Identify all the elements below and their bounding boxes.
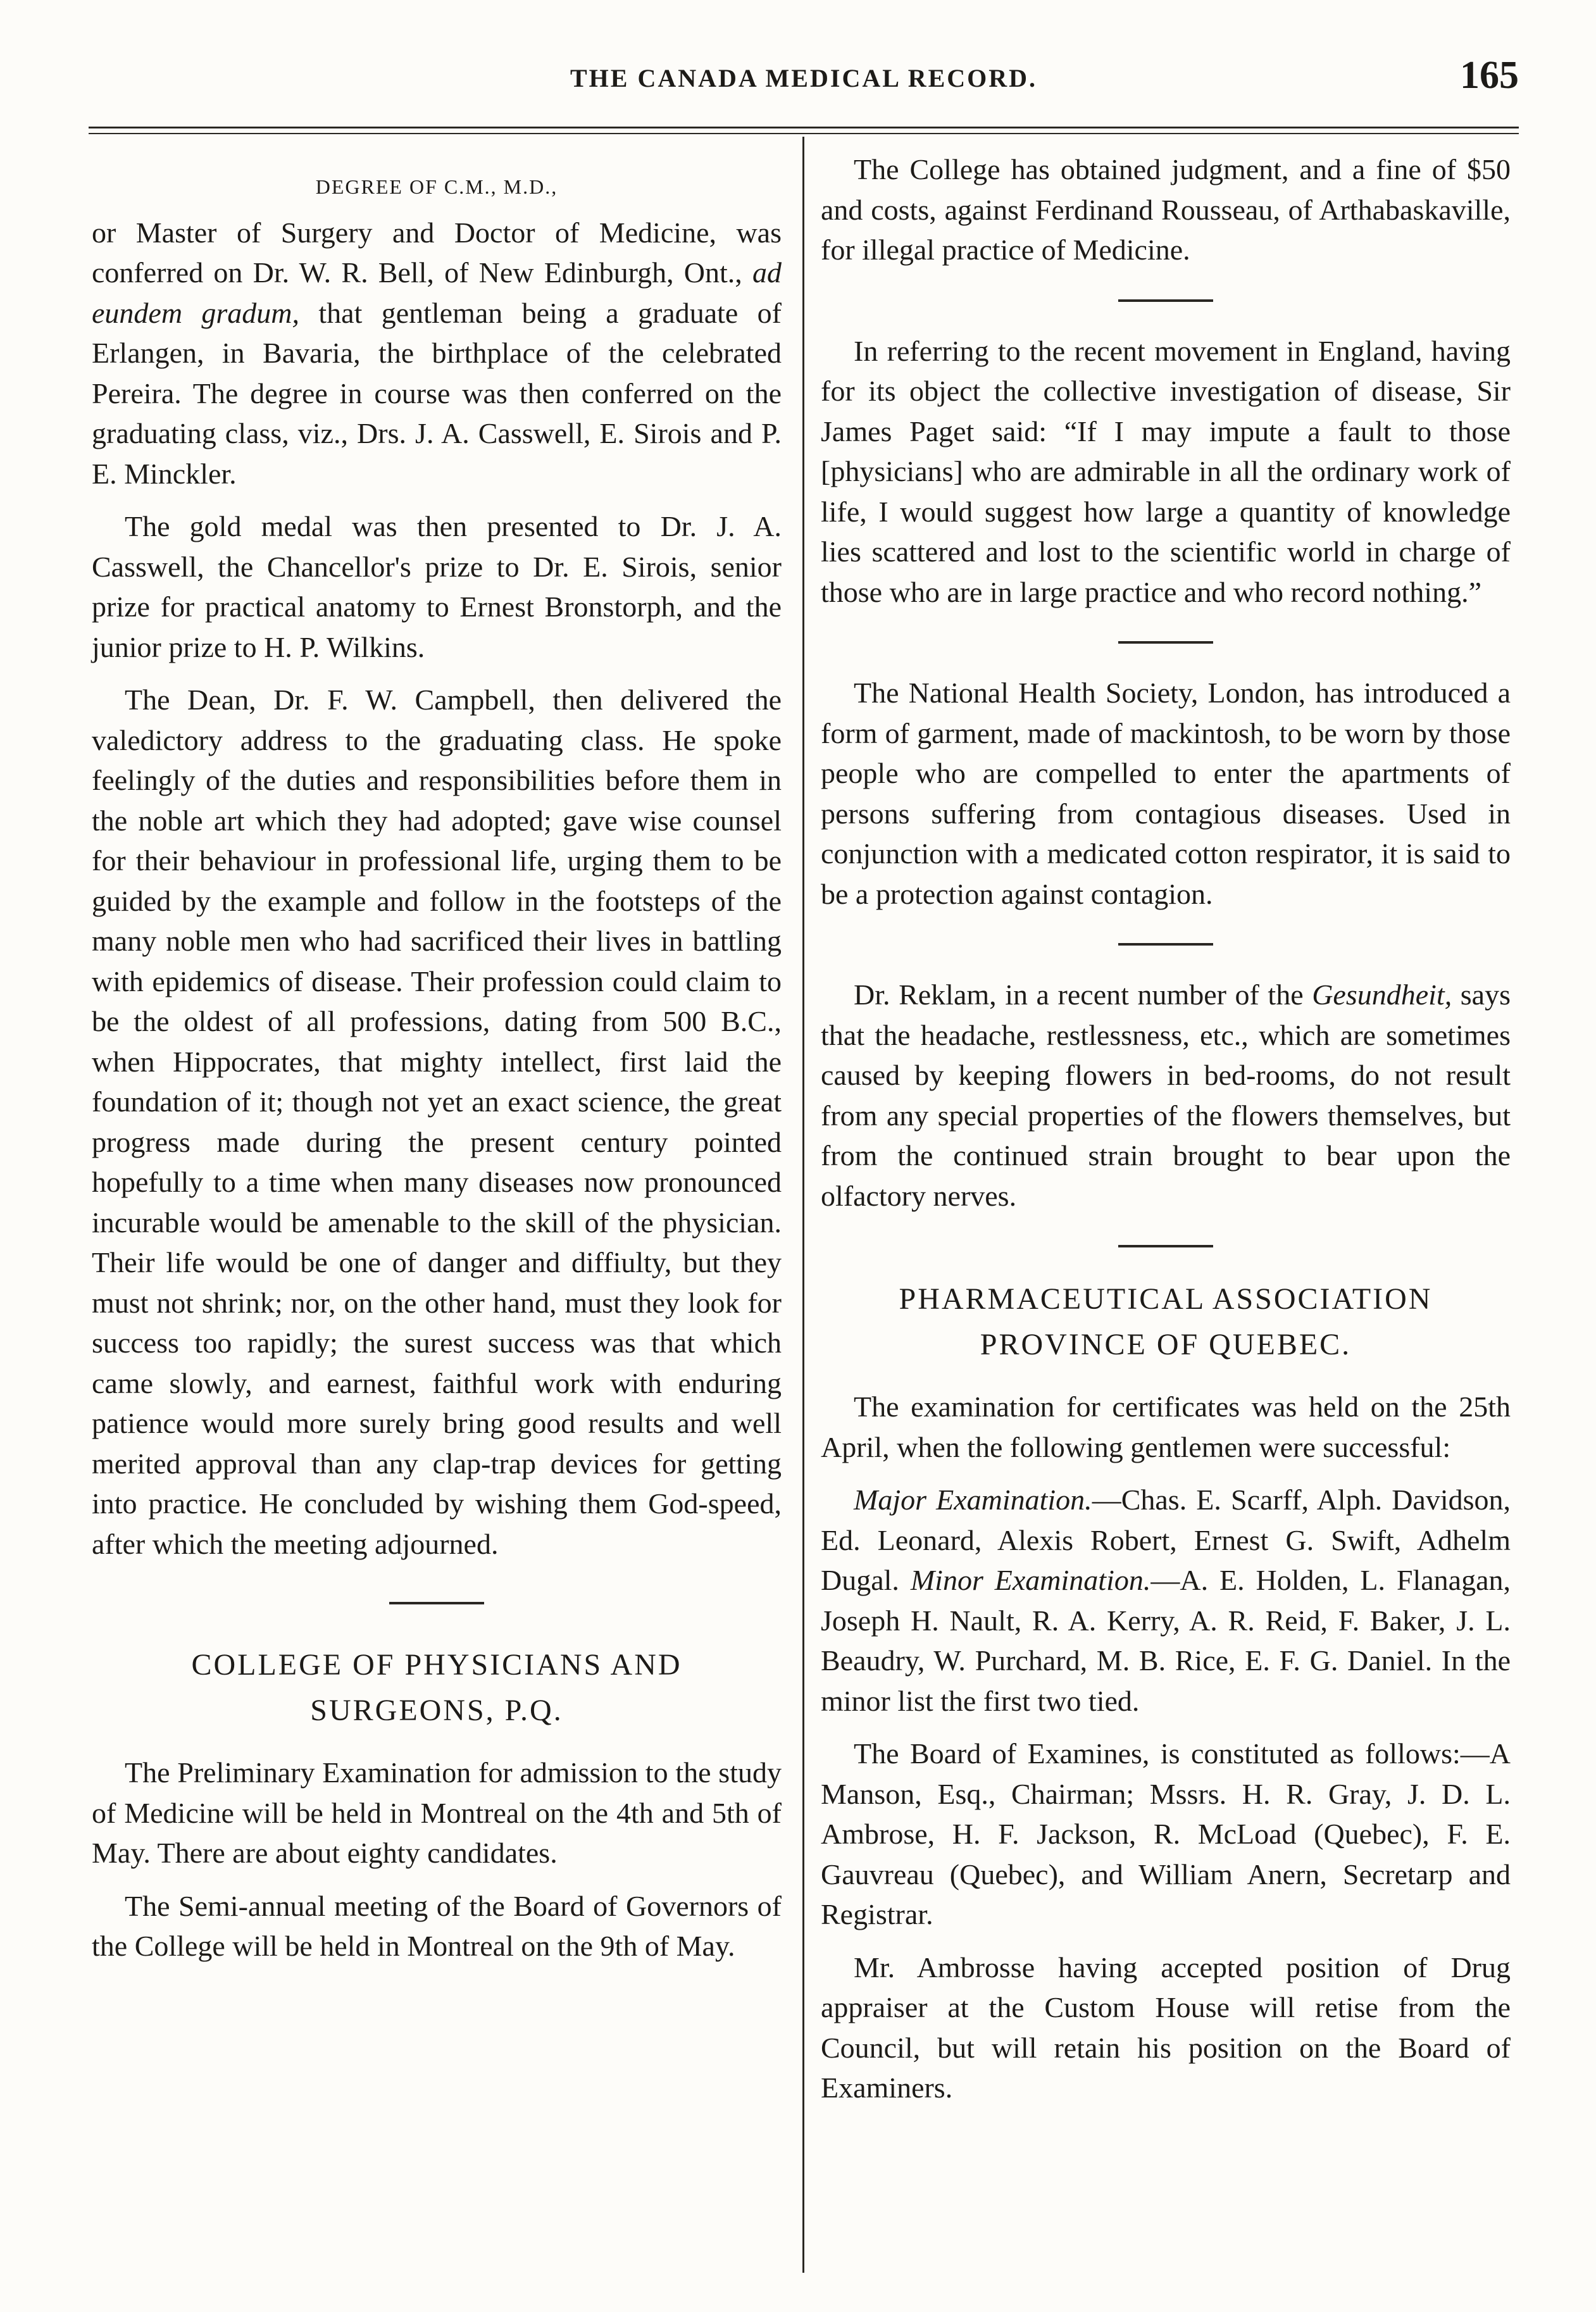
section-divider	[1118, 1245, 1213, 1247]
degree-heading: DEGREE OF C.M., M.D.,	[315, 175, 558, 198]
left-column	[92, 149, 782, 1979]
journal-name: Gesundheit,	[1312, 978, 1452, 1011]
paragraph-health-society: The National Health Society, London, has introduced a form of garment, made of mackintosh, to be worn by those people who are compelled to enter the apartments of persons suffering from contagious diseases. Used in conjunction with a medicated cotton respirator, it is said to be a protection against contagion.	[821, 677, 1511, 910]
paragraph-valedictory: The Dean, Dr. F. W. Campbell, then delivered the valedictory address to the graduating class. He spoke feelingly of the duties and responsibilities before them in the noble art which they had adopted; gave wise counsel for their behaviour in professional life, urging them to be guided by the example and follow in the footsteps of the many noble men who had sacrificed their lives in battling with epidemics of disease. Their profession could claim to be the oldest of all professions, dating from 500 B.C., when Hippocrates, that mighty intellect, first laid the foundation of it; though not yet an exact science, the great progress made during the present century pointed hopefully to a time when many diseases now pronounced incurable would be amenable to the skill of the physician. Their life would be one of danger and diffiulty, but they must not shrink; nor, on the other hand, must they look for success too rapidly; the surest success was that which came slowly, and earnest, faithful work with enduring patience would more surely bring good results and well merited approval than any clap-trap devices for getting into practice. He concluded by wishing them God-speed, after which the meeting adjourned.	[92, 684, 782, 1560]
paragraph-board: The Board of Examines, is constituted as follows:—A Manson, Esq., Chairman; Mssrs. H. R. Gray, J. D. L. Ambrose, H. F. Jackson, R. McLoad (Quebec), F. E. Gauvreau (Quebec), and William Anern, Secretarp and Registrar.	[821, 1737, 1511, 1930]
section-divider	[1118, 299, 1213, 302]
paragraph-prizes: The gold medal was then presented to Dr. J. A. Casswell, the Chancellor's prize to Dr. E. Sirois, senior prize for practical anatomy to Ernest Bronstorph, and the junior prize to H. P. Wilkins.	[92, 510, 782, 663]
paragraph-judgment: The College has obtained judgment, and a fine of $50 and costs, against Ferdinand Rousseau, of Arthabaskaville, for illegal practice of Medicine.	[821, 153, 1511, 266]
paragraph-reklam: Dr. Reklam, in a recent number of the Gesundheit, says that the headache, restlessness, etc., which are sometimes caused by keeping flowers in bed-rooms, do not result from any special properties of the flowers themselves, but from the continued strain brought to bear upon the olfactory nerves.	[821, 978, 1511, 1212]
section-divider	[1118, 943, 1213, 946]
minor-exam-label: Minor Examination.	[910, 1564, 1151, 1596]
section-divider	[1118, 641, 1213, 644]
header-rule	[89, 127, 1519, 128]
paragraph-degree: or Master of Surgery and Doctor of Medicine, was conferred on Dr. W. R. Bell, of New Edinburgh, Ont., ad eundem gradum, that gentleman being a graduate of Erlangen, in Bavaria, the birthplace of the celebrated Pereira. The degree in course was then conferred on the graduating class, viz., Drs. J. A. Casswell, E. Sirois and P. E. Minckler.	[92, 216, 782, 490]
journal-title: THE CANADA MEDICAL RECORD.	[570, 64, 1038, 92]
page-number: 165	[1460, 54, 1519, 97]
latin-phrase: ad eundem gradum,	[92, 256, 782, 329]
paragraph-examination: The examination for certificates was held on the 25th April, when the following gentlemen were successful:	[821, 1390, 1511, 1463]
page-header	[89, 53, 1519, 110]
right-column	[821, 149, 1511, 2121]
paragraph-paget: In referring to the recent movement in England, having for its object the collective investigation of disease, Sir James Paget said: “If I may impute a fault to those [physicians] who are admirable in all the ordinary work of life, I would suggest how large a quantity of knowledge lies scattered and lost to the scientific world in charge of those who are in large practice and who record nothing.”	[821, 334, 1511, 608]
header-rule-double	[89, 133, 1519, 134]
paragraph-preliminary-exam: The Preliminary Examination for admission to the study of Medicine will be held in Montreal on the 4th and 5th of May. There are about eighty candidates.	[92, 1756, 782, 1869]
paragraph-semi-annual: The Semi-annual meeting of the Board of Governors of the College will be held in Montreal on the 9th of May.	[92, 1889, 782, 1962]
section-heading-college: COLLEGE OF PHYSICIANS AND SURGEONS, P.Q.	[191, 1648, 682, 1727]
column-divider	[802, 137, 804, 2273]
paragraph-exam-results: Major Examination.—Chas. E. Scarff, Alph. Davidson, Ed. Leonard, Alexis Robert, Ernest G. Swift, Adhelm Dugal. Minor Examination.—A. E. Holden, L. Flanagan, Joseph H. Nault, R. A. Kerry, A. R. Reid, F. Baker, J. L. Beaudry, W. Purchard, M. B. Rice, E. F. G. Daniel. In the minor list the first two tied.	[821, 1484, 1511, 1717]
section-divider	[389, 1602, 484, 1604]
paragraph-ambrosse: Mr. Ambrosse having accepted position of Drug appraiser at the Custom House will retise from the Council, but will retain his position on the Board of Examiners.	[821, 1951, 1511, 2104]
section-heading-pharmaceutical: PHARMACEUTICAL ASSOCIATION PROVINCE OF QUEBEC.	[899, 1282, 1433, 1361]
major-exam-label: Major Examination.	[854, 1484, 1092, 1516]
